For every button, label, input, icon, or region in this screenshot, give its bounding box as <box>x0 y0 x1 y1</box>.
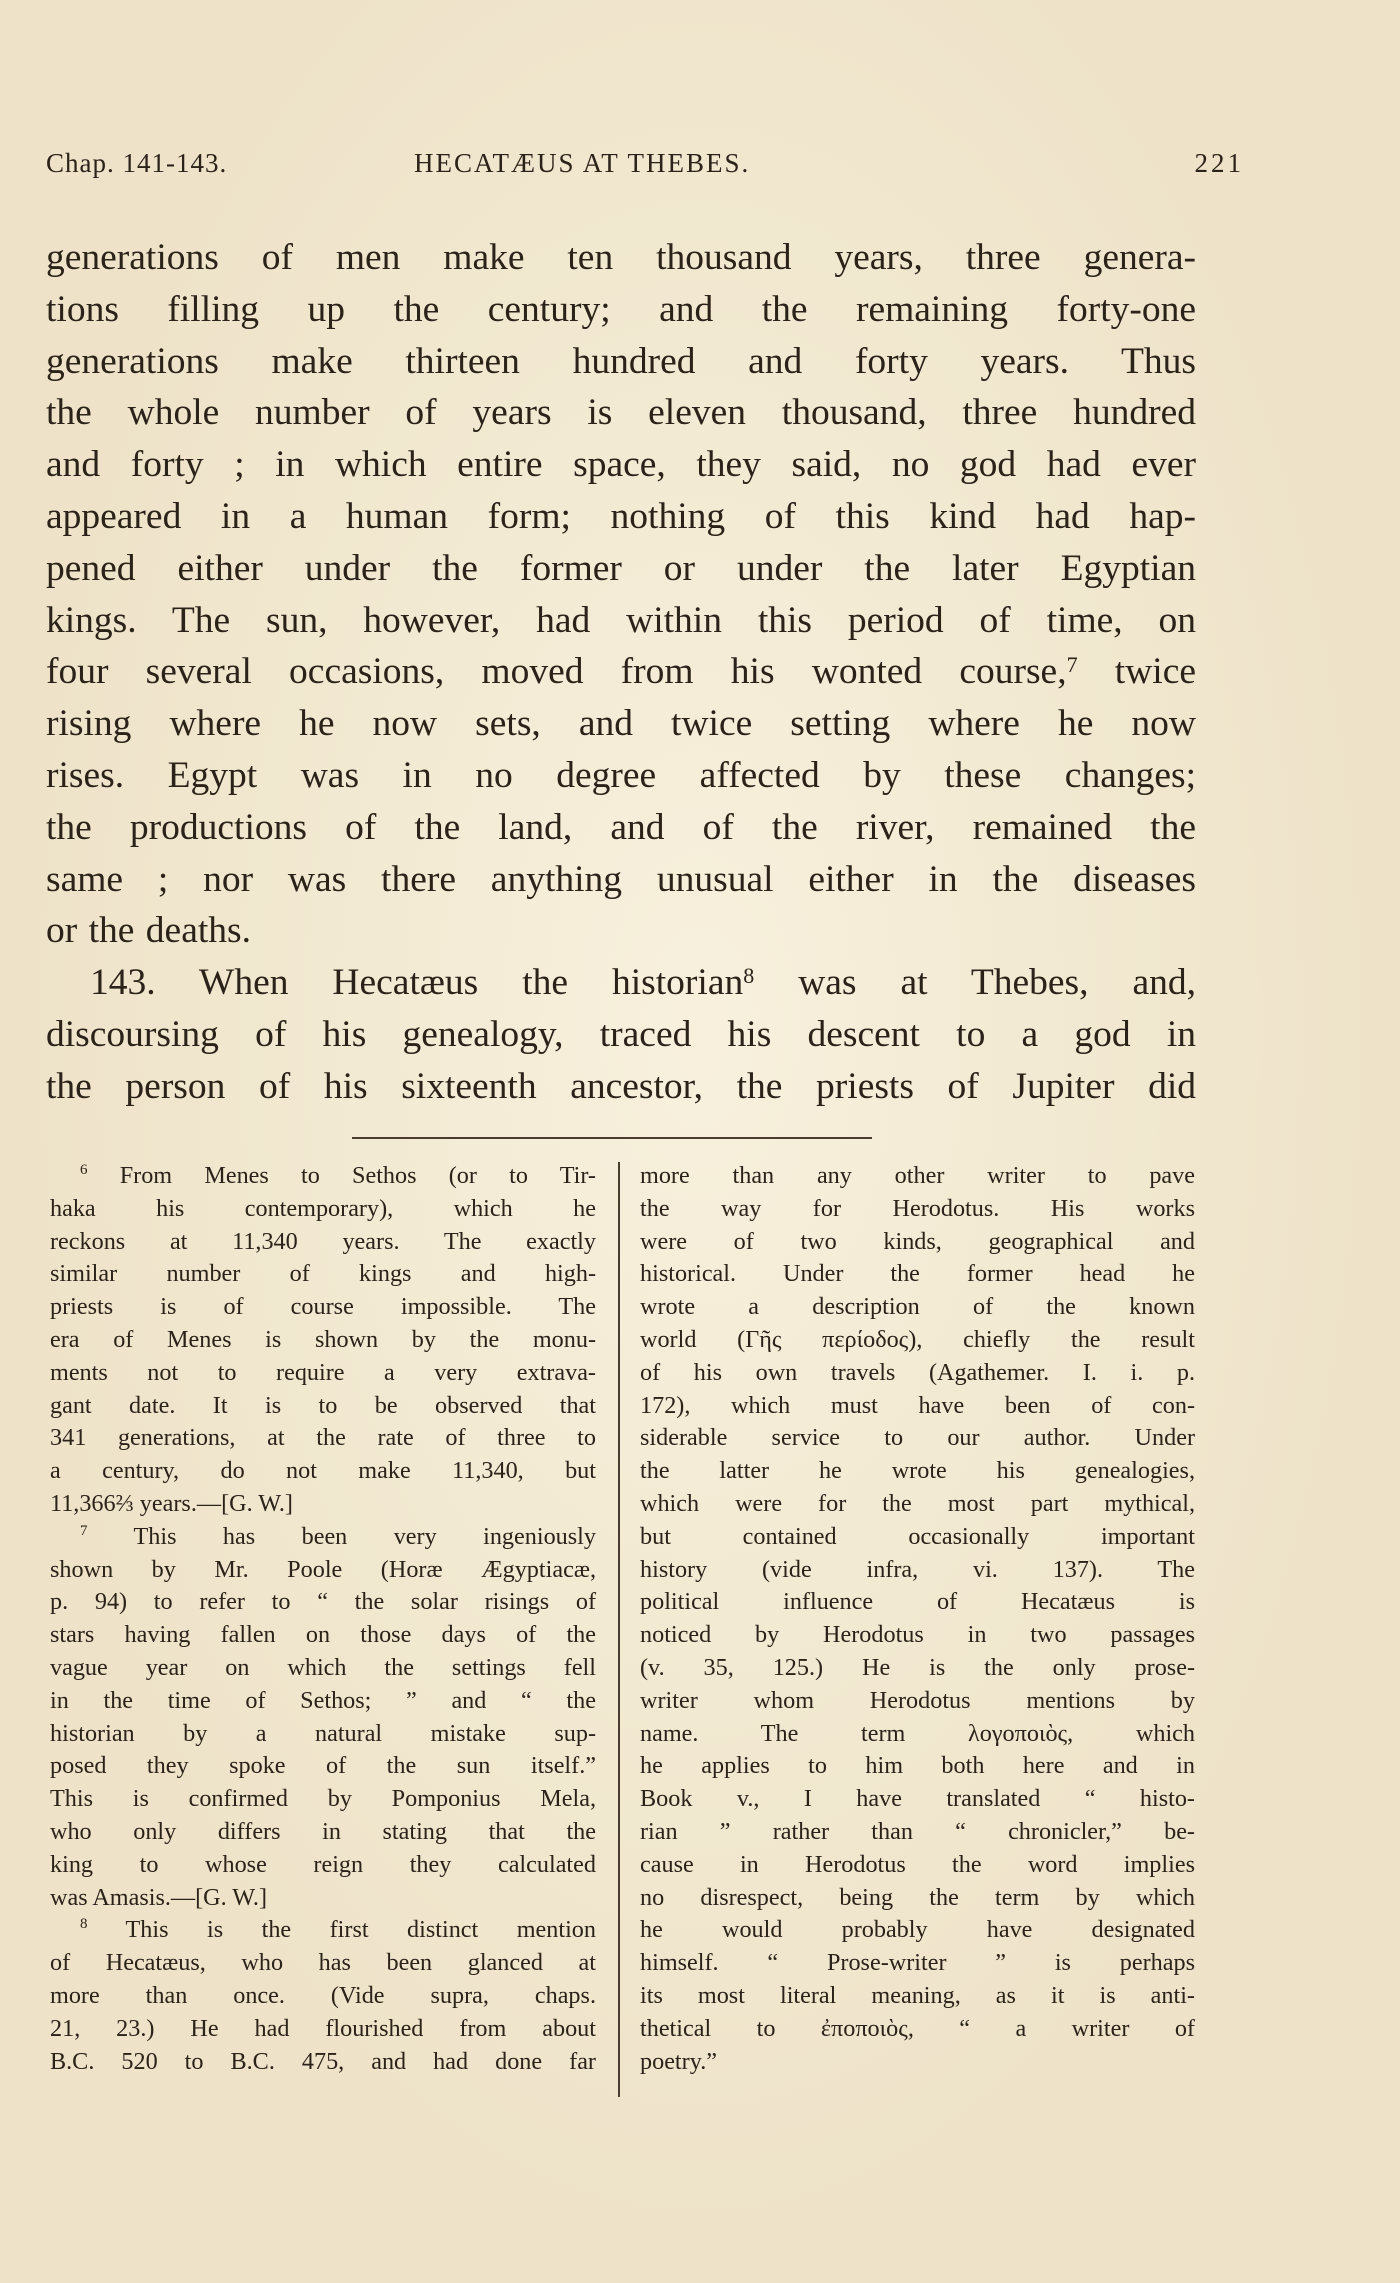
line-text: stars having fallen on those days of the <box>50 1621 596 1649</box>
line-text: B.C. 520 to B.C. 475, and had done far <box>50 2047 596 2075</box>
text-line <box>46 595 1196 647</box>
line-text: discoursing of his genealogy, traced his descent to a god in <box>46 1013 1196 1055</box>
line-text: he applies to him both here and in <box>640 1752 1195 1780</box>
line-text: poetry.” <box>640 2047 718 2075</box>
text-line <box>640 1718 1195 1751</box>
page-heading: HECATÆUS AT THEBES. <box>414 148 751 178</box>
text-line <box>640 1291 1195 1324</box>
text-line <box>46 336 1196 388</box>
chapter-range: Chap. 141-143. <box>46 148 228 178</box>
text-line <box>640 1160 1195 1193</box>
line-text: (v. 35, 125.) He is the only prose- <box>640 1653 1195 1681</box>
text-line <box>50 1488 596 1521</box>
text-line <box>50 1324 596 1357</box>
line-text: rises. Egypt was in no degree affected by these changes; <box>46 754 1196 796</box>
line-text: no disrespect, being the term by which <box>640 1883 1195 1911</box>
footnotes-right-column <box>640 1160 1195 2078</box>
text-line <box>50 1783 596 1816</box>
text-line <box>640 1947 1195 1980</box>
line-text: a century, do not make 11,340, but <box>50 1457 596 1485</box>
text-line <box>640 1882 1195 1915</box>
line-text: and forty ; in which entire space, they said, no god had ever <box>46 444 1196 486</box>
footnote-reference: 7 <box>1066 651 1078 677</box>
line-text: in the time of Sethos; ” and “ the <box>50 1686 596 1714</box>
line-text: the productions of the land, and of the river, remained the <box>46 806 1196 848</box>
line-text: 172), which must have been of con- <box>640 1391 1195 1419</box>
line-text: he would probably have designated <box>640 1916 1195 1944</box>
line-text: same ; nor was there anything unusual either in the diseases <box>46 858 1196 900</box>
text-line <box>640 1521 1195 1554</box>
text-line <box>50 1193 596 1226</box>
line-text: p. 94) to refer to “ the solar risings of <box>50 1588 596 1616</box>
line-text: siderable service to our author. Under <box>640 1424 1195 1452</box>
footnote-number: 8 <box>80 1916 88 1933</box>
line-text: the latter he wrote his genealogies, <box>640 1457 1195 1485</box>
text-line <box>640 1783 1195 1816</box>
text-line <box>640 1357 1195 1390</box>
line-text: were of two kinds, geographical and <box>640 1227 1195 1255</box>
text-line <box>640 1455 1195 1488</box>
line-text: generations of men make ten thousand years, three genera- <box>46 237 1196 278</box>
line-text: historian by a natural mistake sup- <box>50 1719 596 1747</box>
text-line <box>46 232 1196 284</box>
line-text: but contained occasionally important <box>640 1522 1195 1550</box>
line-text: historical. Under the former head he <box>640 1260 1195 1288</box>
text-line <box>50 1455 596 1488</box>
line-text: 143. When Hecatæus the historian <box>90 962 744 1004</box>
line-text: 341 generations, at the rate of three to <box>50 1424 596 1452</box>
footnote-number: 6 <box>80 1161 88 1178</box>
line-text: wrote a description of the known <box>640 1293 1195 1321</box>
text-line <box>46 854 1196 906</box>
line-text: reckons at 11,340 years. The exactly <box>50 1227 596 1255</box>
text-line <box>50 2046 596 2079</box>
line-text: was Amasis.—[G. W.] <box>50 1883 268 1911</box>
line-text: This is confirmed by Pomponius Mela, <box>50 1785 596 1813</box>
line-text: vague year on which the settings fell <box>50 1653 596 1681</box>
line-text: shown by Mr. Poole (Horæ Ægyptiacæ, <box>50 1555 596 1583</box>
text-line <box>640 1193 1195 1226</box>
text-line <box>46 284 1196 336</box>
line-text: of Hecatæus, who has been glanced at <box>50 1949 596 1977</box>
text-line <box>50 1619 596 1652</box>
text-line <box>640 1914 1195 1947</box>
line-text: the way for Herodotus. His works <box>640 1194 1195 1222</box>
line-text: rising where he now sets, and twice setting where he now <box>46 703 1196 745</box>
footnote-separator-rule <box>352 1137 872 1139</box>
line-text: which were for the most part mythical, <box>640 1489 1195 1517</box>
line-text: ments not to require a very extrava- <box>50 1358 596 1386</box>
text-line <box>640 1652 1195 1685</box>
text-line <box>50 1914 596 1947</box>
line-text-continued: twice <box>1077 651 1196 693</box>
line-text: name. The term λογοποιὸς, which <box>640 1719 1195 1747</box>
text-line <box>50 1291 596 1324</box>
text-line <box>50 1226 596 1259</box>
line-text: or the deaths. <box>46 910 251 952</box>
line-text: pened either under the former or under the later Egyptian <box>46 547 1196 589</box>
text-line <box>640 1816 1195 1849</box>
line-text: similar number of kings and high- <box>50 1260 596 1288</box>
line-text: tions filling up the century; and the remaining forty-one <box>46 288 1196 330</box>
text-line <box>46 491 1196 543</box>
text-line <box>50 1816 596 1849</box>
line-text: haka his contemporary), which he <box>50 1194 596 1222</box>
line-text: This has been very ingeniously <box>87 1522 596 1550</box>
line-text: its most literal meaning, as it is anti- <box>640 1981 1195 2009</box>
text-line <box>50 1718 596 1751</box>
text-line <box>50 1882 596 1915</box>
text-line <box>50 1422 596 1455</box>
text-line <box>640 1422 1195 1455</box>
text-line <box>640 1226 1195 1259</box>
line-text: From Menes to Sethos (or to Tir- <box>87 1162 596 1189</box>
text-line <box>50 1980 596 2013</box>
text-line <box>640 1324 1195 1357</box>
text-line <box>50 1750 596 1783</box>
line-text: gant date. It is to be observed that <box>50 1391 596 1419</box>
text-line <box>640 1554 1195 1587</box>
line-text: cause in Herodotus the word implies <box>640 1850 1195 1878</box>
text-line <box>50 1652 596 1685</box>
line-text: four several occasions, moved from his wonted course, <box>46 651 1067 693</box>
line-text: This is the first distinct mention <box>87 1916 596 1944</box>
text-line <box>46 439 1196 491</box>
text-line <box>46 1009 1196 1061</box>
text-line <box>50 1160 596 1193</box>
line-text: 11,366⅔ years.—[G. W.] <box>50 1489 293 1517</box>
text-line <box>640 2046 1195 2079</box>
text-line <box>50 1258 596 1291</box>
text-line <box>50 1586 596 1619</box>
line-text: 21, 23.) He had flourished from about <box>50 2014 596 2042</box>
line-text: himself. “ Prose-writer ” is perhaps <box>640 1949 1195 1977</box>
line-text-continued: was at Thebes, and, <box>754 962 1196 1004</box>
text-line <box>50 1521 596 1554</box>
text-line <box>640 1390 1195 1423</box>
text-line <box>640 1488 1195 1521</box>
line-text: more than once. (Vide supra, chaps. <box>50 1981 596 2009</box>
text-line <box>46 957 1196 1009</box>
text-line <box>640 1980 1195 2013</box>
line-text: king to whose reign they calculated <box>50 1850 596 1878</box>
line-text: history (vide infra, vi. 137). The <box>640 1555 1195 1583</box>
line-text: posed they spoke of the sun itself.” <box>50 1752 596 1780</box>
footnotes-left-column <box>50 1160 596 2078</box>
line-text: political influence of Hecatæus is <box>640 1588 1195 1616</box>
text-line <box>46 646 1196 698</box>
text-line <box>640 1750 1195 1783</box>
line-text: thetical to ἐποποιὸς, “ a writer of <box>640 2014 1195 2042</box>
page-number: 221 <box>1194 148 1244 178</box>
line-text: the person of his sixteenth ancestor, the priests of Jupiter did <box>46 1065 1196 1107</box>
text-line <box>50 1685 596 1718</box>
text-line <box>640 1586 1195 1619</box>
line-text: Book v., I have translated “ histo- <box>640 1785 1195 1813</box>
text-line <box>50 1390 596 1423</box>
line-text: rian ” rather than “ chronicler,” be- <box>640 1817 1195 1845</box>
line-text: era of Menes is shown by the monu- <box>50 1325 596 1353</box>
footnote-column-divider <box>618 1162 620 2097</box>
line-text: the whole number of years is eleven thousand, three hundred <box>46 392 1196 434</box>
text-line <box>46 387 1196 439</box>
text-line <box>46 905 1196 957</box>
text-line <box>50 1357 596 1390</box>
text-line <box>640 2013 1195 2046</box>
text-line <box>50 1849 596 1882</box>
text-line <box>46 698 1196 750</box>
line-text: noticed by Herodotus in two passages <box>640 1621 1195 1649</box>
line-text: of his own travels (Agathemer. I. i. p. <box>640 1358 1195 1386</box>
text-line <box>640 1258 1195 1291</box>
line-text: priests is of course impossible. The <box>50 1293 596 1321</box>
line-text: writer whom Herodotus mentions by <box>640 1686 1195 1714</box>
text-line <box>46 543 1196 595</box>
text-line <box>50 2013 596 2046</box>
text-line <box>46 1061 1196 1113</box>
line-text: who only differs in stating that the <box>50 1817 596 1845</box>
line-text: world (Γῆς περίοδος), chiefly the result <box>640 1325 1195 1353</box>
line-text: generations make thirteen hundred and forty years. Thus <box>46 340 1196 382</box>
text-line <box>50 1554 596 1587</box>
line-text: appeared in a human form; nothing of this kind had hap- <box>46 495 1196 537</box>
text-line <box>640 1685 1195 1718</box>
footnote-reference: 8 <box>743 962 755 988</box>
text-line <box>640 1849 1195 1882</box>
running-head <box>46 148 1244 188</box>
text-line <box>640 1619 1195 1652</box>
line-text: more than any other writer to pave <box>640 1162 1195 1189</box>
text-line <box>46 802 1196 854</box>
text-line <box>46 750 1196 802</box>
line-text: kings. The sun, however, had within this period of time, on <box>46 599 1196 641</box>
text-line <box>50 1947 596 1980</box>
footnote-number: 7 <box>80 1522 88 1539</box>
main-body-text <box>46 232 1196 1113</box>
